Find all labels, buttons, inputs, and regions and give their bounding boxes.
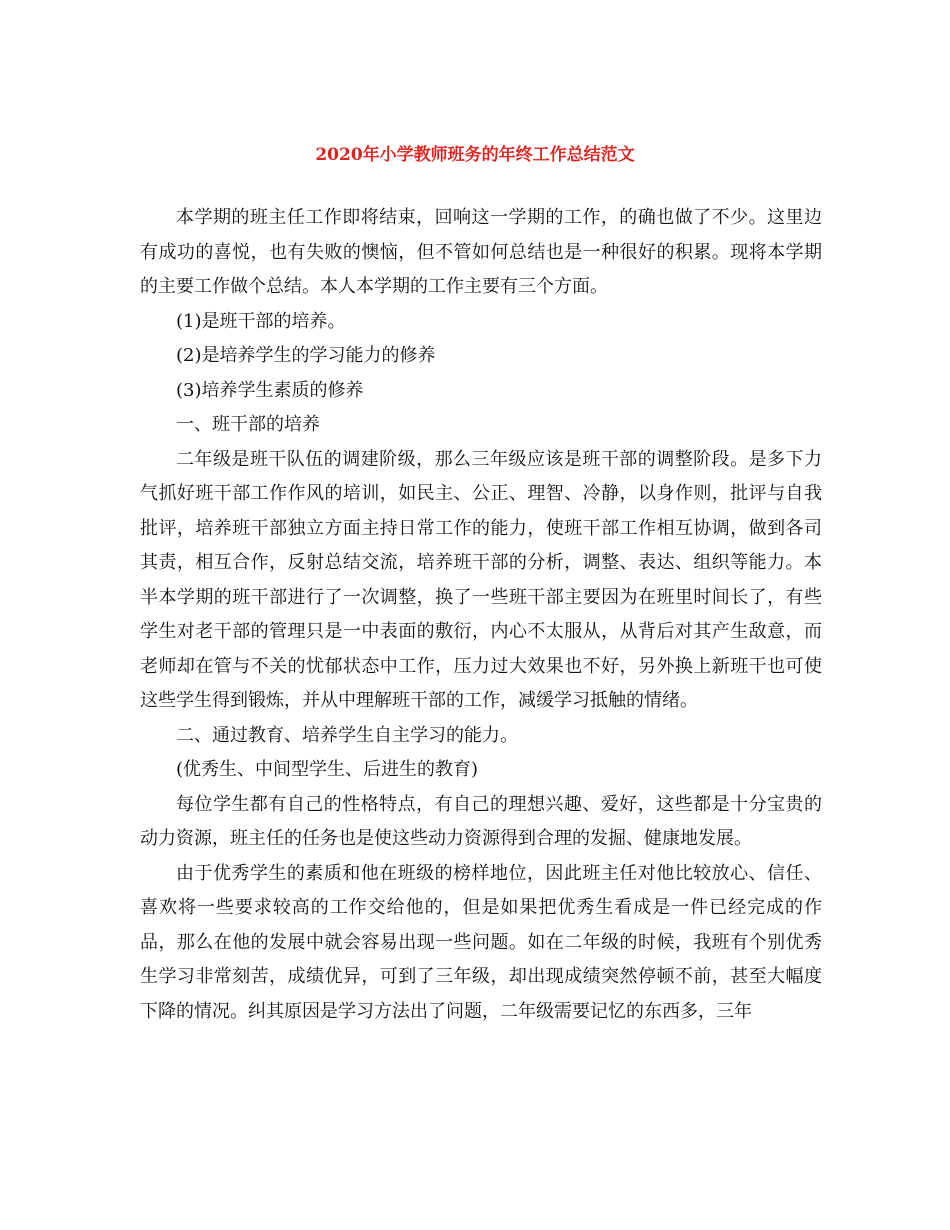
paragraph-item-3: (3)培养学生素质的修养	[176, 379, 364, 401]
paragraph-section-2a: 每位学生都有自己的性格特点，有自己的理想兴趣、爱好，这些都是十分宝贵的动力资源，班主任的任务也是使这些动力资源得到合理的发掘、健康地发展。	[140, 793, 822, 849]
paragraph-section-2b: 由于优秀学生的素质和他在班级的榜样地位，因此班主任对他比较放心、信任、喜欢将一些要求较高的工作交给他的，但是如果把优秀生看成是一件已经完成的作品，那么在他的发展中就会容易出现一些问题。如在二年级的时候，我班有个别优秀生学习非常刻苦，成绩优异，可到了三年级，却出现成绩突然停顿不前，甚至大幅度下降的情况。纠其原因是学习方法出了问题，二年级需要记忆的东西多，三年	[140, 862, 822, 1022]
paragraph-section-1: 二年级是班干队伍的调建阶级，那么三年级应该是班干部的调整阶段。是多下力气抓好班干部工作作风的培训，如民主、公正、理智、冷静，以身作则，批评与自我批评，培养班干部独立方面主持日常工作的能力，使班干部工作相互协调，做到各司其责，相互合作，反射总结交流，培养班干部的分析，调整、表达、组织等能力。本半本学期的班干部进行了一次调整，换了一些班干部主要因为在班里时间长了，有些学生对老干部的管理只是一中表面的敷衍，内心不太服从，从背后对其产生敌意，而老师却在管与不关的忧郁状态中工作，压力过大效果也不好，另外换上新班干也可使这些学生得到锻炼，并从中理解班干部的工作，减缓学习抵触的情绪。	[140, 448, 822, 711]
section-heading-1: 一、班干部的培养	[176, 414, 320, 435]
section-subheading-2: (优秀生、中间型学生、后进生的教育)	[176, 759, 479, 780]
paragraph-item-1: (1)是班干部的培养。	[176, 310, 346, 332]
paragraph-item-2: (2)是培养学生的学习能力的修养	[176, 345, 436, 366]
section-heading-2: 二、通过教育、培养学生自主学习的能力。	[176, 724, 518, 746]
document-title: 2020年小学教师班务的年终工作总结范文	[315, 145, 635, 165]
paragraph-intro: 本学期的班主任工作即将结束，回响这一学期的工作，的确也做了不少。这里边有成功的喜悦，也有失败的懊恼，但不管如何总结也是一种很好的积累。现将本学期的主要工作做个总结。本人本学期的工作主要有三个方面。	[140, 207, 822, 297]
document-body	[140, 201, 822, 1029]
